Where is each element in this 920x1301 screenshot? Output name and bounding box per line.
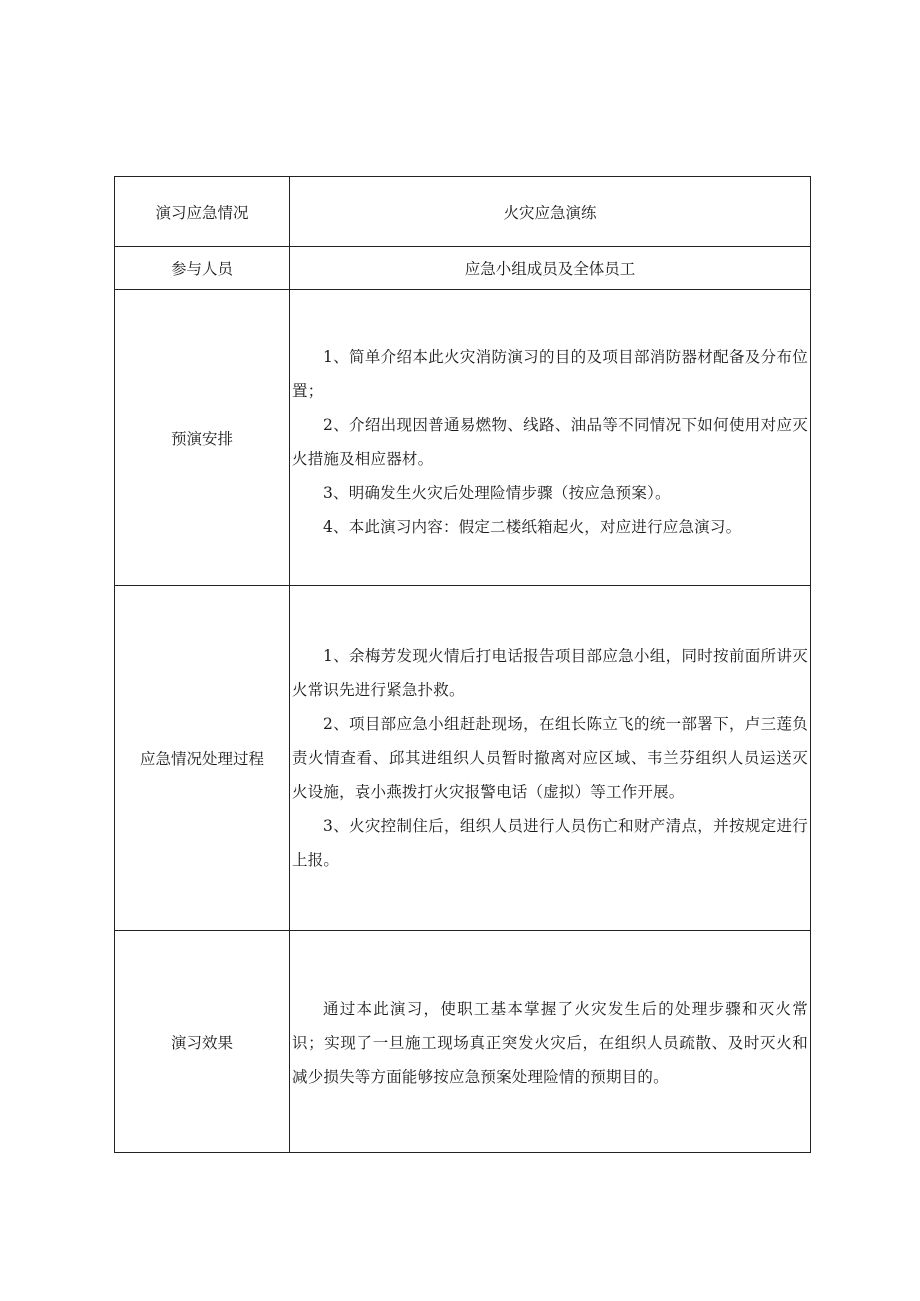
drill-record-table bbox=[114, 176, 811, 1153]
table-row bbox=[115, 290, 811, 586]
row-value-drill-situation: 火灾应急演练 bbox=[290, 177, 811, 247]
row-value-participants: 应急小组成员及全体员工 bbox=[290, 247, 811, 290]
row-label-handling-process: 应急情况处理过程 bbox=[115, 586, 290, 931]
plan-paragraph-1: 1、简单介绍本此火灾消防演习的目的及项目部消防器材配备及分布位置； bbox=[292, 347, 808, 400]
table-row bbox=[115, 586, 811, 931]
row-label-drill-situation: 演习应急情况 bbox=[115, 177, 290, 247]
table-row bbox=[115, 247, 811, 290]
row-body-rehearsal-plan bbox=[290, 290, 811, 586]
table-row bbox=[115, 177, 811, 247]
row-label-participants: 参与人员 bbox=[115, 247, 290, 290]
process-paragraph-1: 1、余梅芳发现火情后打电话报告项目部应急小组，同时按前面所讲灭火常识先进行紧急扑救。 bbox=[292, 647, 808, 699]
plan-paragraph-3: 3、明确发生火灾后处理险情步骤（按应急预案）。 bbox=[323, 483, 671, 502]
process-paragraph-2: 2、项目部应急小组赶赴现场，在组长陈立飞的统一部署下，卢三莲负责火情查看、邱其进组织人员暂时撤离对应区域、韦兰芬组织人员运送灭火设施，袁小燕拨打火灾报警电话（虚拟）等工作开展。 bbox=[292, 715, 808, 801]
row-label-drill-effect: 演习效果 bbox=[115, 931, 290, 1153]
row-body-drill-effect bbox=[290, 931, 811, 1153]
row-body-handling-process bbox=[290, 586, 811, 931]
table-row bbox=[115, 931, 811, 1153]
process-paragraph-3: 3、火灾控制住后，组织人员进行人员伤亡和财产清点，并按规定进行上报。 bbox=[292, 817, 808, 869]
effect-paragraph-1: 通过本此演习，使职工基本掌握了火灾发生后的处理步骤和灭火常识；实现了一旦施工现场真正突发火灾后，在组织人员疏散、及时灭火和减少损失等方面能够按应急预案处理险情的预期目的。 bbox=[292, 999, 808, 1086]
plan-paragraph-2: 2、介绍出现因普通易燃物、线路、油品等不同情况下如何使用对应灭火措施及相应器材。 bbox=[292, 415, 808, 468]
row-label-rehearsal-plan: 预演安排 bbox=[115, 290, 290, 586]
plan-paragraph-4: 4、本此演习内容：假定二楼纸箱起火，对应进行应急演习。 bbox=[323, 517, 742, 536]
